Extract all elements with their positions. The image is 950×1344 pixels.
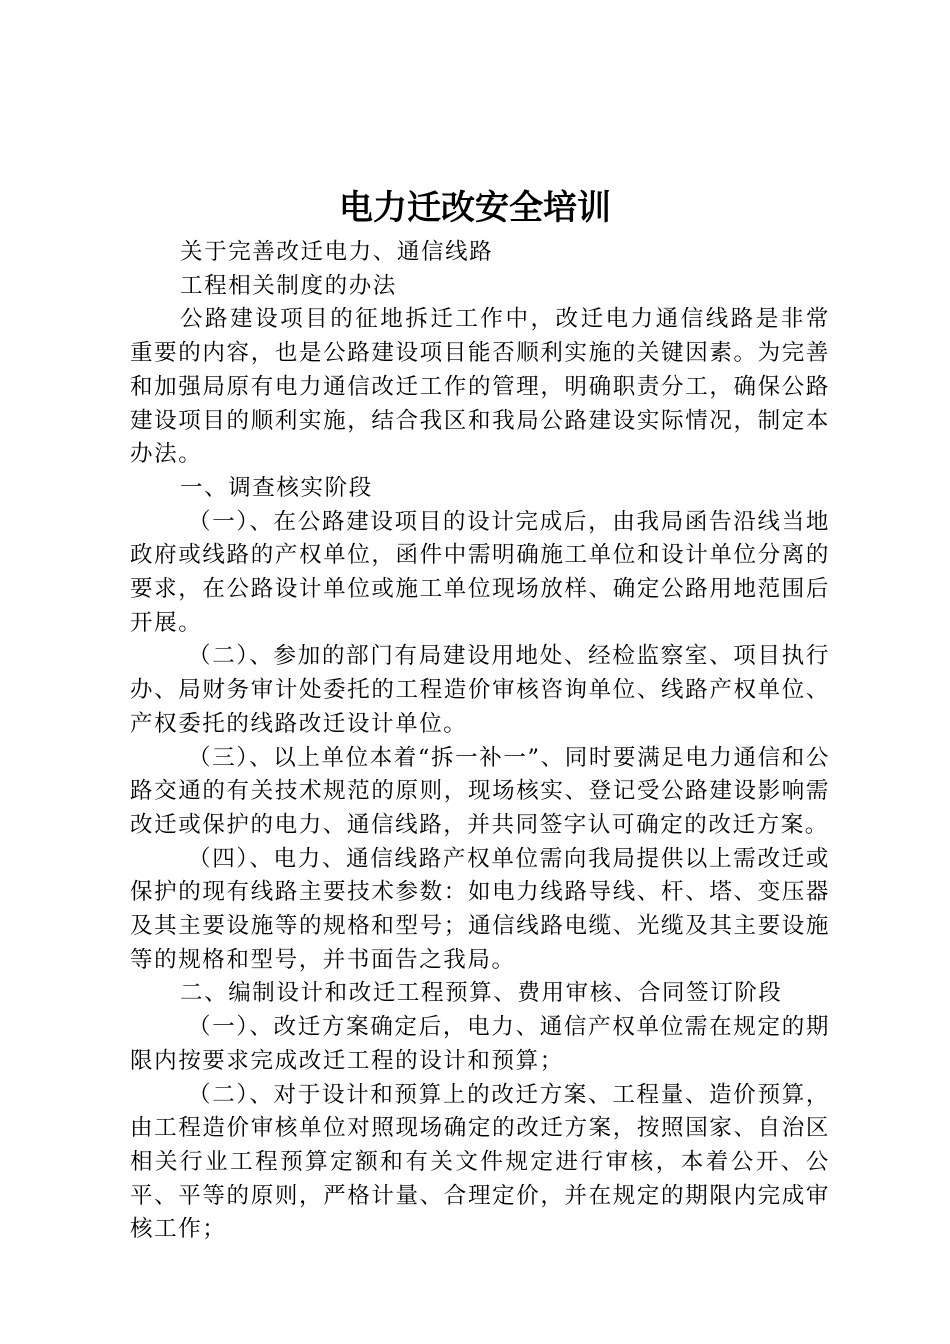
intro-paragraph: 公路建设项目的征地拆迁工作中，改迁电力通信线路是非常重要的内容，也是公路建设项目能否顺利实施的关键因素。为完善和加强局原有电力通信改迁工作的管理，明确职责分工，确保公路建设项目的顺利实施，结合我区和我局公路建设实际情况，制定本办法。 — [130, 306, 830, 468]
section-1-item-3: （三）、以上单位本着“拆一补一”、同时要满足电力通信和公路交通的有关技术规范的原则，现场核实、登记受公路建设影响需改迁或保护的电力、通信线路，并共同签字认可确定的改迁方案。 — [130, 744, 830, 838]
document-title: 电力迁改安全培训 — [339, 188, 611, 228]
section-2-item-2: （二）、对于设计和预算上的改迁方案、工程量、造价预算，由工程造价审核单位对照现场确定的改迁方案，按照国家、自治区相关行业工程预算定额和有关文件规定进行审核，本着公开、公平、平等的原则，严格计量、合理定价，并在规定的期限内完成审核工作； — [130, 1081, 830, 1243]
section-1-item-4: （四）、电力、通信线路产权单位需向我局提供以上需改迁或保护的现有线路主要技术参数：如电力线路导线、杆、塔、变压器及其主要设施等的规格和型号；通信线路电缆、光缆及其主要设施等的规格和型号，并书面告之我局。 — [130, 845, 830, 973]
document-body — [130, 236, 830, 1247]
section-2-item-1: （一）、改迁方案确定后，电力、通信产权单位需在规定的期限内按要求完成改迁工程的设计和预算； — [130, 1014, 830, 1074]
section-heading-1: 一、调查核实阶段 — [180, 474, 373, 501]
subtitle-line-1: 关于完善改迁电力、通信线路 — [180, 239, 494, 265]
section-1-item-1: （一）、在公路建设项目的设计完成后，由我局函告沿线当地政府或线路的产权单位，函件中需明确施工单位和设计单位分离的要求，在公路设计单位或施工单位现场放样、确定公路用地范围后开展。 — [130, 508, 830, 636]
section-1-item-2: （二）、参加的部门有局建设用地处、经检监察室、项目执行办、局财务审计处委托的工程造价审核咨询单位、线路产权单位、产权委托的线路改迁设计单位。 — [130, 643, 830, 737]
subtitle-line-2: 工程相关制度的办法 — [180, 272, 397, 299]
section-heading-2: 二、编制设计和改迁工程预算、费用审核、合同签订阶段 — [180, 980, 783, 1007]
